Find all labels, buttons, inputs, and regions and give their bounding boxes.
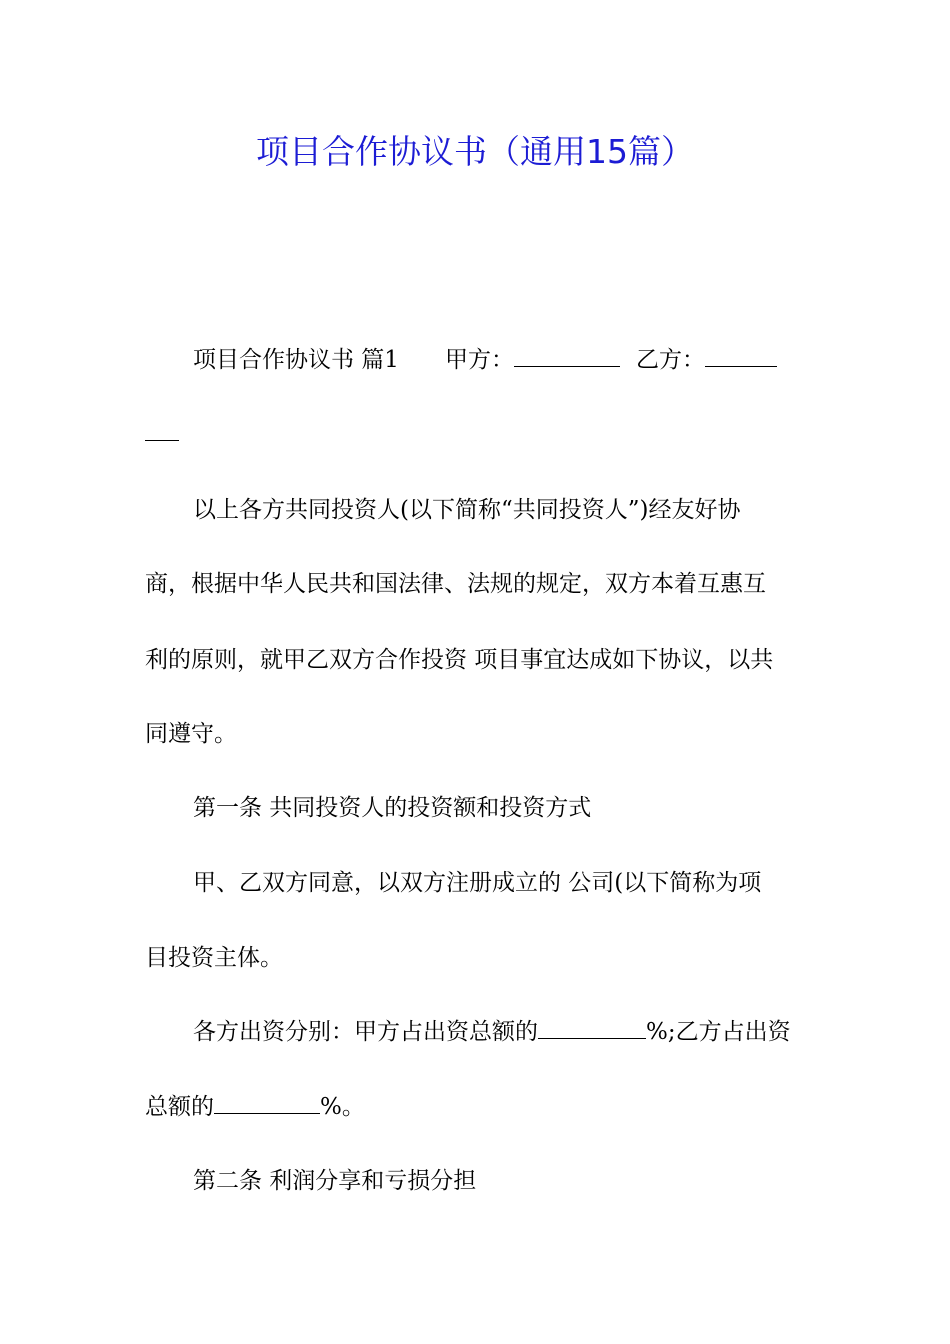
article-2-heading: 第二条 利润分享和亏损分担	[193, 1168, 477, 1194]
intro-paragraph-line-3: 利的原则，就甲乙双方合作投资 项目事宜达成如下协议，以共	[145, 647, 774, 673]
party-b-blank	[705, 344, 777, 367]
article-1-paragraph-2-line-2: 总额的 %。	[145, 1091, 365, 1123]
intro-paragraph-line-1: 以上各方共同投资人(以下简称“共同投资人”)经友好协	[193, 497, 741, 523]
party-a-blank	[514, 344, 620, 367]
party-a-label: 甲方：	[444, 347, 514, 373]
party-line	[193, 344, 777, 376]
intro-paragraph-line-2: 商，根据中华人民共和国法律、法规的规定，双方本着互惠互	[145, 571, 766, 597]
party-b-label: 乙方：	[635, 347, 705, 373]
party-b-share-blank	[214, 1091, 320, 1114]
article-1-paragraph-1-line-1: 甲、乙双方同意，以双方注册成立的 公司(以下简称为项	[193, 870, 762, 896]
document-title: 项目合作协议书（通用15篇）	[256, 132, 694, 171]
intro-paragraph-line-4: 同遵守。	[145, 721, 237, 747]
party-a-share-blank	[538, 1016, 646, 1039]
section-label: 项目合作协议书 篇1	[193, 347, 399, 373]
article-1-paragraph-2-line-1: 各方出资分别：甲方占出资总额的 %;乙方占出资	[193, 1016, 791, 1048]
article-1-paragraph-1-line-2: 目投资主体。	[145, 945, 283, 971]
article-1-heading: 第一条 共同投资人的投资额和投资方式	[193, 795, 592, 821]
party-b-blank-continuation	[145, 418, 179, 450]
